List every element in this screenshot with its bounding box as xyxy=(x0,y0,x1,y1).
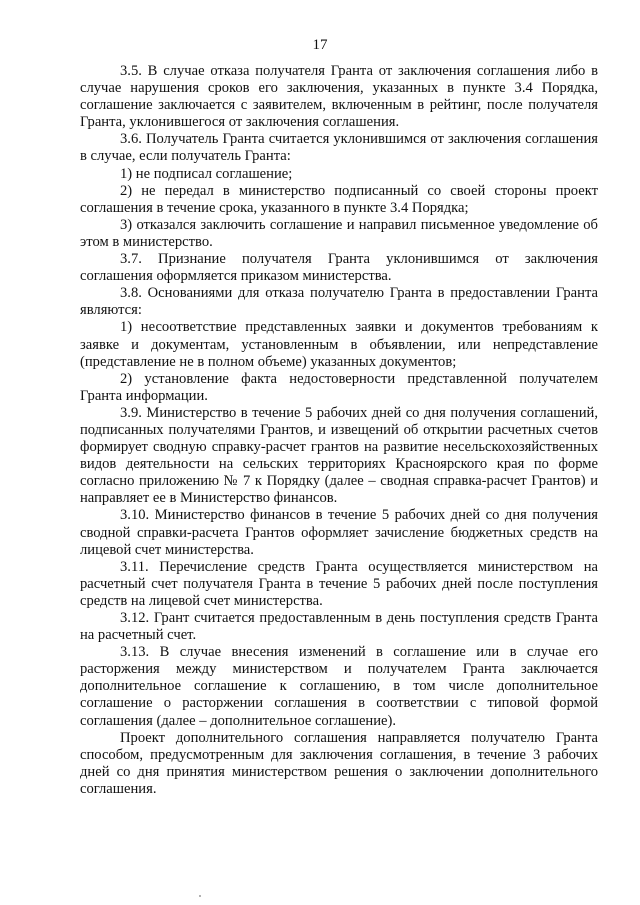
paragraph-3-7: 3.7. Признание получателя Гранта уклонившимся от заключения соглашения оформляется приказом министерства. xyxy=(80,251,598,285)
paragraph-draft-agreement: Проект дополнительного соглашения направляется получателю Гранта способом, предусмотренным для заключения соглашения, в течение 3 рабочих дней со дня принятия министерством решения о заключении дополнительного соглашения. xyxy=(80,729,598,797)
paragraph-3-8-item-2: 2) установление факта недостоверности представленной получателем Гранта информации. xyxy=(80,370,598,404)
paragraph-3-6-item-2: 2) не передал в министерство подписанный со своей стороны проект соглашения в течение срока, указанного в пункте 3.4 Порядка; xyxy=(80,182,598,216)
paragraph-3-10: 3.10. Министерство финансов в течение 5 рабочих дней со дня получения сводной справки-расчета Грантов оформляет зачисление бюджетных средств на лицевой счет министерства. xyxy=(80,507,598,558)
paragraph-3-8: 3.8. Основаниями для отказа получателю Гранта в предоставлении Гранта являются: xyxy=(80,285,598,319)
paragraph-3-12: 3.12. Грант считается предоставленным в день поступления средств Гранта на расчетный счет. xyxy=(80,610,598,644)
paragraph-3-9: 3.9. Министерство в течение 5 рабочих дней со дня получения соглашений, подписанных получателями Грантов, и извещений об открытии расчетных счетов формирует сводную справку-расчет грантов на развитие несельскохозяйственных видов деятельности на сельских территориях Красноярского края по форме согласно приложению № 7 к Порядку (далее – сводная справка-расчет Грантов) и направляет ее в Министерство финансов. xyxy=(80,404,598,507)
paragraph-3-13: 3.13. В случае внесения изменений в соглашение или в случае его расторжения между министерством и получателем Гранта заключается дополнительное соглашение к соглашению, в том числе дополнительное соглашение о расторжении соглашения в соответствии с типовой формой соглашения (далее – дополнительное соглашение). xyxy=(80,644,598,729)
page-number: 17 xyxy=(312,37,328,53)
paragraph-3-5: 3.5. В случае отказа получателя Гранта от заключения соглашения либо в случае нарушения сроков его заключения, указанных в пункте 3.4 Порядка, соглашение заключается с заявителем, включенным в рейтинг, после получателя Гранта, уклонившегося от заключения соглашения. xyxy=(80,63,598,131)
paragraph-3-8-item-1: 1) несоответствие представленных заявки и документов требованиям к заявке и документам, установленным в объявлении, или непредставление (представление не в полном объеме) указанных документов; xyxy=(80,319,598,370)
paragraph-3-11: 3.11. Перечисление средств Гранта осуществляется министерством на расчетный счет получателя Гранта в течение 5 рабочих дней после поступления средств на лицевой счет министерства. xyxy=(80,558,598,609)
paragraph-3-6-item-3: 3) отказался заключить соглашение и направил письменное уведомление об этом в министерство. xyxy=(80,216,598,250)
scan-artifact-dot xyxy=(199,895,201,897)
paragraph-3-6: 3.6. Получатель Гранта считается уклонившимся от заключения соглашения в случае, если получатель Гранта: xyxy=(80,131,598,165)
paragraph-3-6-item-1: 1) не подписал соглашение; xyxy=(120,165,293,182)
document-body xyxy=(80,63,598,798)
